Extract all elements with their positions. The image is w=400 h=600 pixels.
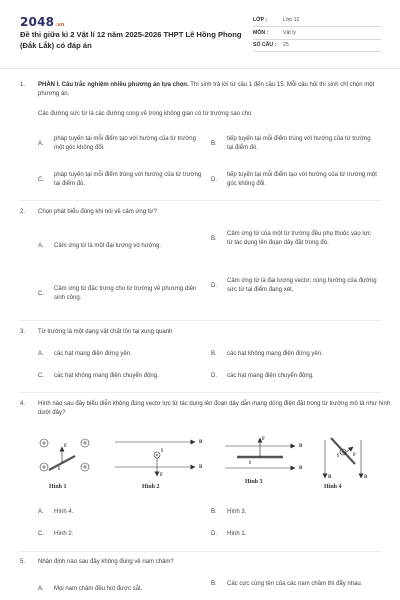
site-logo[interactable]: 2048.vn bbox=[20, 15, 65, 29]
figure-1-caption: Hình 1 bbox=[49, 484, 67, 490]
svg-text:F: F bbox=[353, 453, 357, 458]
figure-4 bbox=[325, 438, 368, 480]
question-1-option-d[interactable]: D. tiếp tuyến tại mỗi điểm tạo với hướng của từ trường một góc không đổi. bbox=[211, 172, 377, 187]
question-1-instructions: PHẦN I. Câu trắc nghiệm nhiều phương án lựa chọn. Thí sinh trả lời từ câu 1 đến câu 15. Mỗi câu hỏi thí sinh chỉ chọn một phương án. bbox=[38, 82, 375, 97]
question-5-stem: Nhận định nào sau đây không đúng về nam châm? bbox=[38, 559, 174, 565]
svg-text:F: F bbox=[64, 444, 68, 449]
question-2-stem: Chọn phát biểu đúng khi nói về cảm ứng từ? bbox=[38, 209, 157, 215]
question-number: 3. bbox=[20, 329, 26, 335]
figure-4-caption: Hình 4 bbox=[324, 484, 342, 490]
svg-text:F: F bbox=[160, 473, 164, 478]
question-number: 4. bbox=[20, 401, 26, 407]
question-3-option-c[interactable]: C. các hạt không mang điện chuyển động. bbox=[38, 373, 159, 379]
document-meta bbox=[253, 14, 381, 52]
question-4-option-b[interactable]: B. Hình 3. bbox=[211, 509, 247, 515]
document-header bbox=[0, 0, 400, 62]
question-5-option-a[interactable]: A. Mọi nam châm đều hút được sắt. bbox=[38, 586, 143, 592]
meta-subject-value: Vật lý bbox=[283, 29, 296, 36]
question-divider bbox=[20, 320, 382, 321]
svg-text:F: F bbox=[262, 437, 266, 442]
question-number: 1. bbox=[20, 82, 26, 88]
figure-2 bbox=[115, 440, 203, 478]
question-5-option-b[interactable]: B. Các cực cùng tên của các nam châm thì đẩy nhau. bbox=[211, 581, 363, 587]
figure-3 bbox=[225, 437, 303, 471]
svg-text:I: I bbox=[58, 467, 60, 472]
question-2-option-d[interactable]: D. Cảm ứng từ là đại lượng vectơ, cùng hướng của đường sức từ tại điểm đang xét. bbox=[211, 278, 377, 293]
question-divider bbox=[20, 551, 382, 552]
svg-text:I: I bbox=[161, 449, 163, 454]
meta-class-row bbox=[253, 14, 381, 27]
question-4-option-d[interactable]: D. Hình 1. bbox=[211, 531, 247, 537]
meta-class-value: Lớp 12 bbox=[283, 16, 300, 23]
question-4-figures bbox=[35, 430, 380, 495]
question-4-stem: Hình nào sau đây biểu diễn không đúng vectơ lực từ tác dụng lên đoạn dây dẫn mang dòng điện đặt trong từ trường mô tả như hình dưới đây? bbox=[38, 401, 391, 416]
svg-text:I: I bbox=[337, 454, 339, 459]
question-3-option-b[interactable]: B. các hạt không mang điện đứng yên. bbox=[211, 351, 323, 357]
question-2-option-b[interactable]: B. Cảm ứng từ của một từ trường đều phụ thuộc vào lực từ tác dụng lên đoạn dây đặt trong đó. bbox=[211, 231, 371, 246]
question-number: 2. bbox=[20, 209, 26, 215]
svg-text:B: B bbox=[199, 465, 203, 470]
svg-text:B: B bbox=[299, 444, 303, 449]
figure-1 bbox=[40, 439, 89, 472]
meta-class-label: LỚP : bbox=[253, 16, 268, 23]
question-3-option-a[interactable]: A. các hạt mang điện đứng yên. bbox=[38, 351, 132, 357]
meta-count-row bbox=[253, 40, 381, 53]
svg-text:B: B bbox=[364, 475, 368, 480]
question-number: 5. bbox=[20, 559, 26, 565]
question-4-option-c[interactable]: C. Hình 2. bbox=[38, 531, 74, 537]
question-1-option-c[interactable]: C. pháp tuyến tại mỗi điểm trùng với hướng của từ trường tại điểm đó. bbox=[38, 172, 202, 187]
figure-2-caption: Hình 2 bbox=[142, 484, 160, 490]
question-2-option-a[interactable]: A. Cảm ứng từ là một đại lượng vô hướng. bbox=[38, 243, 161, 249]
question-4-option-a[interactable]: A. Hình 4. bbox=[38, 509, 74, 515]
meta-count-value: 25 bbox=[283, 42, 289, 49]
question-3-stem: Từ trường là một dạng vật chất tồn tại xung quanh bbox=[38, 329, 173, 335]
question-2-option-c[interactable]: C. Cảm ứng từ đặc trưng cho từ trường về phương diện sinh công. bbox=[38, 286, 197, 301]
svg-text:B: B bbox=[199, 440, 203, 445]
meta-subject-label: MÔN : bbox=[253, 29, 269, 36]
meta-count-label: SỐ CÂU : bbox=[253, 42, 277, 49]
question-1-option-a[interactable]: A. pháp tuyến tại mỗi điểm tạo với hướng của từ trường một góc không đổi. bbox=[38, 136, 196, 151]
question-divider bbox=[20, 392, 382, 393]
question-1-stem: Các đường sức từ là các đường cong vẽ trong không gian có từ trường sao cho bbox=[38, 111, 252, 117]
svg-text:B: B bbox=[328, 475, 332, 480]
figure-3-caption: Hình 3 bbox=[245, 479, 263, 485]
meta-subject-row bbox=[253, 27, 381, 40]
question-1-option-b[interactable]: B. tiếp tuyến tại mỗi điểm trùng với hướng của từ trường tại điểm đó. bbox=[211, 136, 371, 151]
question-divider bbox=[20, 200, 382, 201]
document-title: Đề thi giữa kì 2 Vật lí 12 năm 2025-2026 THPT Lê Hồng Phong (Đắk Lắk) có đáp án bbox=[20, 30, 242, 50]
question-3-option-d[interactable]: D. các hạt mang điện chuyển động. bbox=[211, 373, 314, 379]
svg-text:B: B bbox=[299, 466, 303, 471]
header-divider bbox=[0, 68, 400, 69]
svg-text:I: I bbox=[249, 461, 251, 466]
